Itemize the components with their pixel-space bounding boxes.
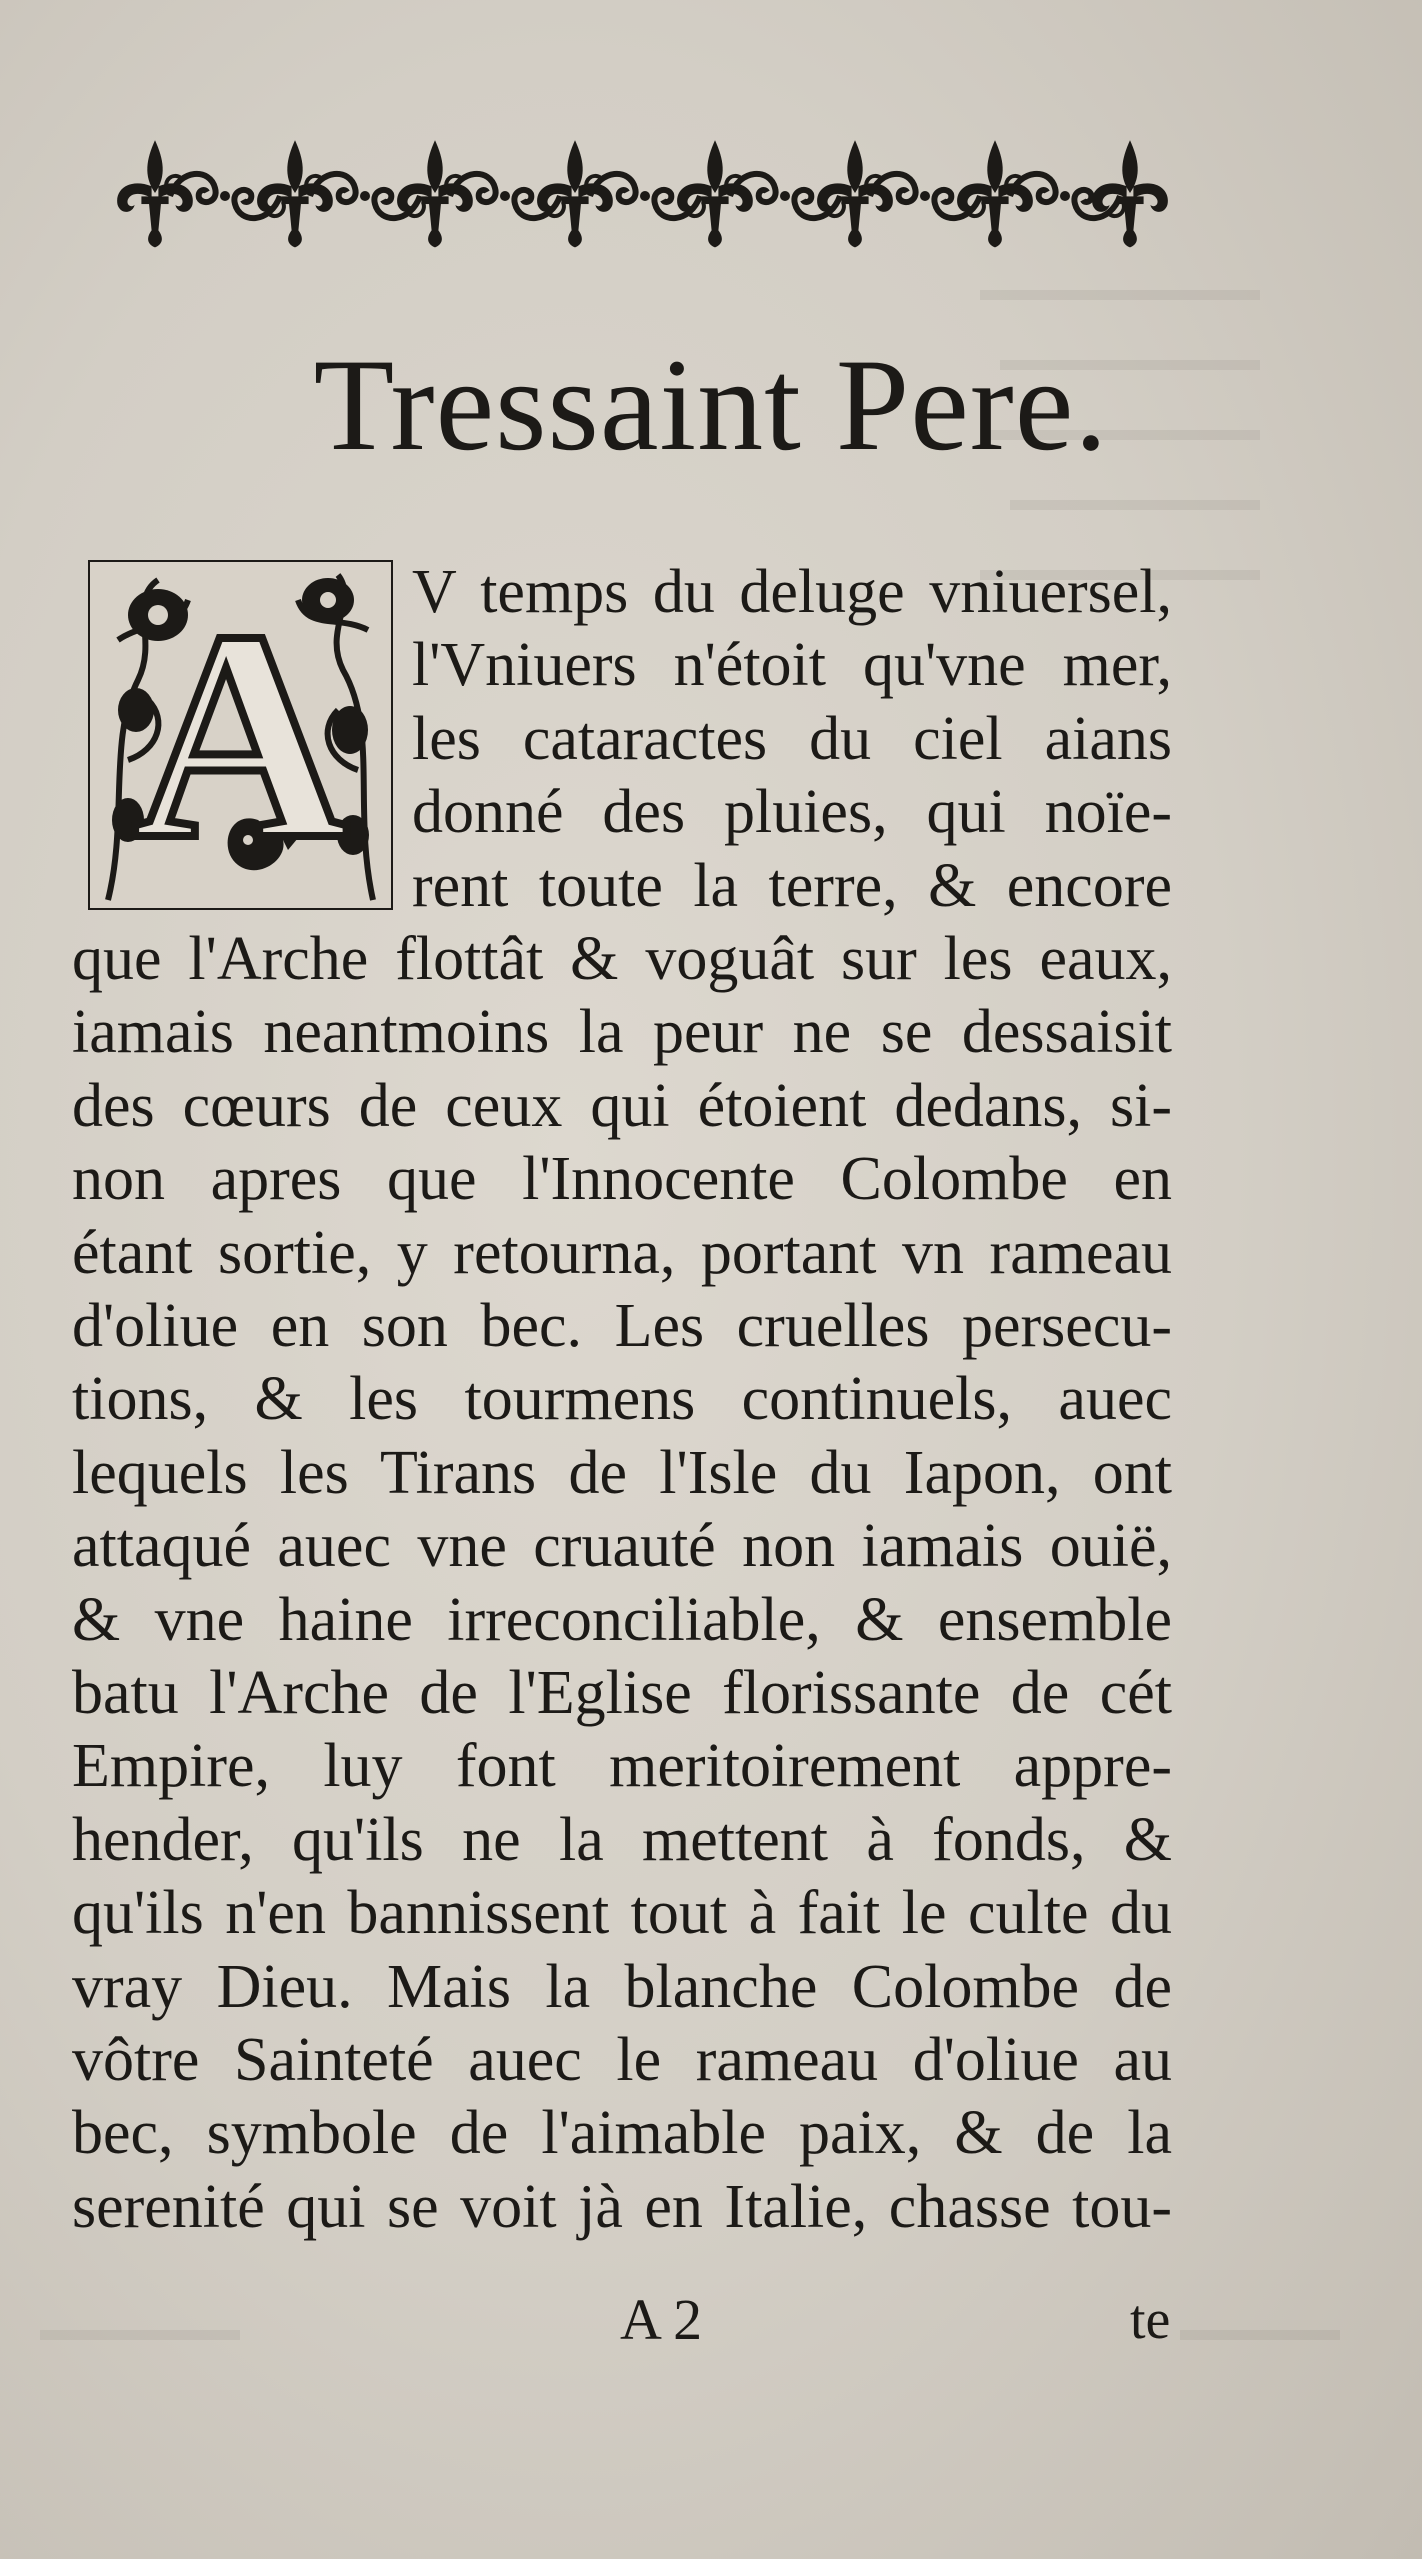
text-line: Empire, luy font meritoirement appre- <box>72 1732 1172 1801</box>
text-line: vôtre Sainteté auec le rameau d'oliue au <box>72 2026 1172 2094</box>
text-line: batu l'Arche de l'Eglise florissante de cét <box>72 1659 1172 1727</box>
text-line: bec, symbole de l'aimable paix, & de la <box>72 2099 1172 2168</box>
catchword: te <box>1130 2289 1171 2351</box>
text-line: étant sortie, y retourna, portant vn rameau <box>72 1218 1172 1287</box>
text-line: tions, & les tourmens continuels, auec <box>72 1365 1172 1434</box>
text-line: d'oliue en son bec. Les cruelles persecu- <box>72 1292 1172 1360</box>
text-line: l'Vniuers n'étoit qu'vne mer, <box>412 631 1172 700</box>
text-line: qu'ils n'en bannissent tout à fait le culte du <box>72 1879 1172 1948</box>
text-line: des cœurs de ceux qui étoient dedans, si- <box>72 1071 1172 1140</box>
text-line: serenité qui se voit jà en Italie, chasse tou- <box>72 2172 1172 2241</box>
text-line: lequels les Tirans de l'Isle du Iapon, ont <box>72 1438 1172 1507</box>
fleur-de-lis-ornament-band <box>95 108 1173 283</box>
text-line: vray Dieu. Mais la blanche Colombe de <box>72 1952 1172 2021</box>
text-line: & vne haine irreconciliable, & ensemble <box>72 1585 1172 1654</box>
text-line: que l'Arche flottât & voguât sur les eaux, <box>72 925 1172 993</box>
text-line: iamais neantmoins la peur ne se dessaisit <box>72 998 1172 1067</box>
text-line: hender, qu'ils ne la mettent à fonds, & <box>72 1805 1172 1874</box>
signature-mark: A 2 <box>620 2287 703 2352</box>
text-line: non apres que l'Innocente Colombe en <box>72 1145 1172 1214</box>
text-line: V temps du deluge vniuersel, <box>412 558 1172 626</box>
drop-cap-letter: A <box>132 569 349 901</box>
page-heading: Tressaint Pere. <box>313 331 1109 478</box>
text-line: attaqué auec vne cruauté non iamais ouië, <box>72 1512 1172 1581</box>
text-line: donné des pluies, qui noïe- <box>412 778 1172 847</box>
decorated-initial <box>88 560 393 910</box>
text-line: les cataractes du ciel aians <box>412 704 1172 773</box>
text-line: rent toute la terre, & encore <box>412 851 1172 920</box>
